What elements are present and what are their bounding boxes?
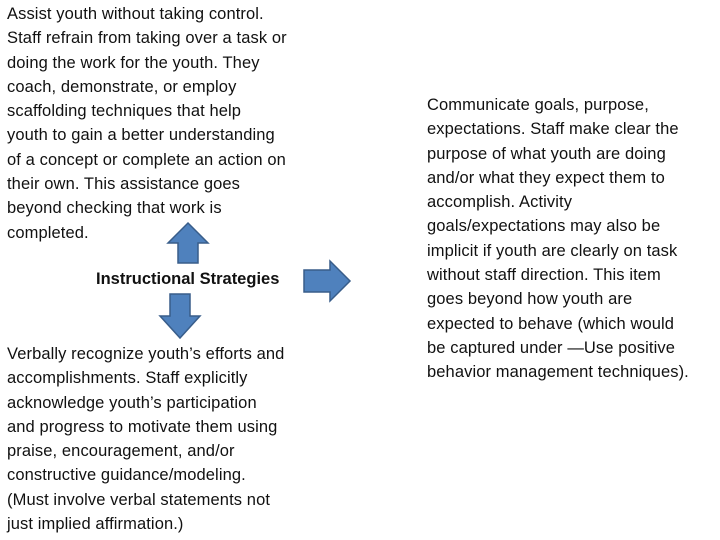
communicate-goals-text: Communicate goals, purpose, expectations. Staff make clear the purpose of what youth are doing and/or what they expect them to accomplish. Activity goals/expectations may also be implicit if youth are clearly on task without staff direction. This item goes beyond how youth are expected to behave (which would be captured under —Use positive behavior management techniques). <box>427 96 689 382</box>
arrow-right-icon <box>302 260 352 302</box>
arrow-down-icon <box>158 292 202 340</box>
instructional-strategies-heading: Instructional Strategies <box>96 270 280 288</box>
assist-youth-text: Assist youth without taking control. Staff refrain from taking over a task or doing the work for the youth. They coach, demonstrate, or employ scaffolding techniques that help youth to gain a better understanding of a concept or complete an action on their own. This assistance goes beyond checking that work is completed. <box>7 5 287 242</box>
verbally-recognize-text: Verbally recognize youth’s efforts and accomplishments. Staff explicitly acknowledge youth’s participation and progress to motivate them using praise, encouragement, and/or constructive guidance/modeling. (Must involve verbal statements not just implied affirmation.) <box>7 345 285 534</box>
arrow-up-icon <box>166 221 210 265</box>
